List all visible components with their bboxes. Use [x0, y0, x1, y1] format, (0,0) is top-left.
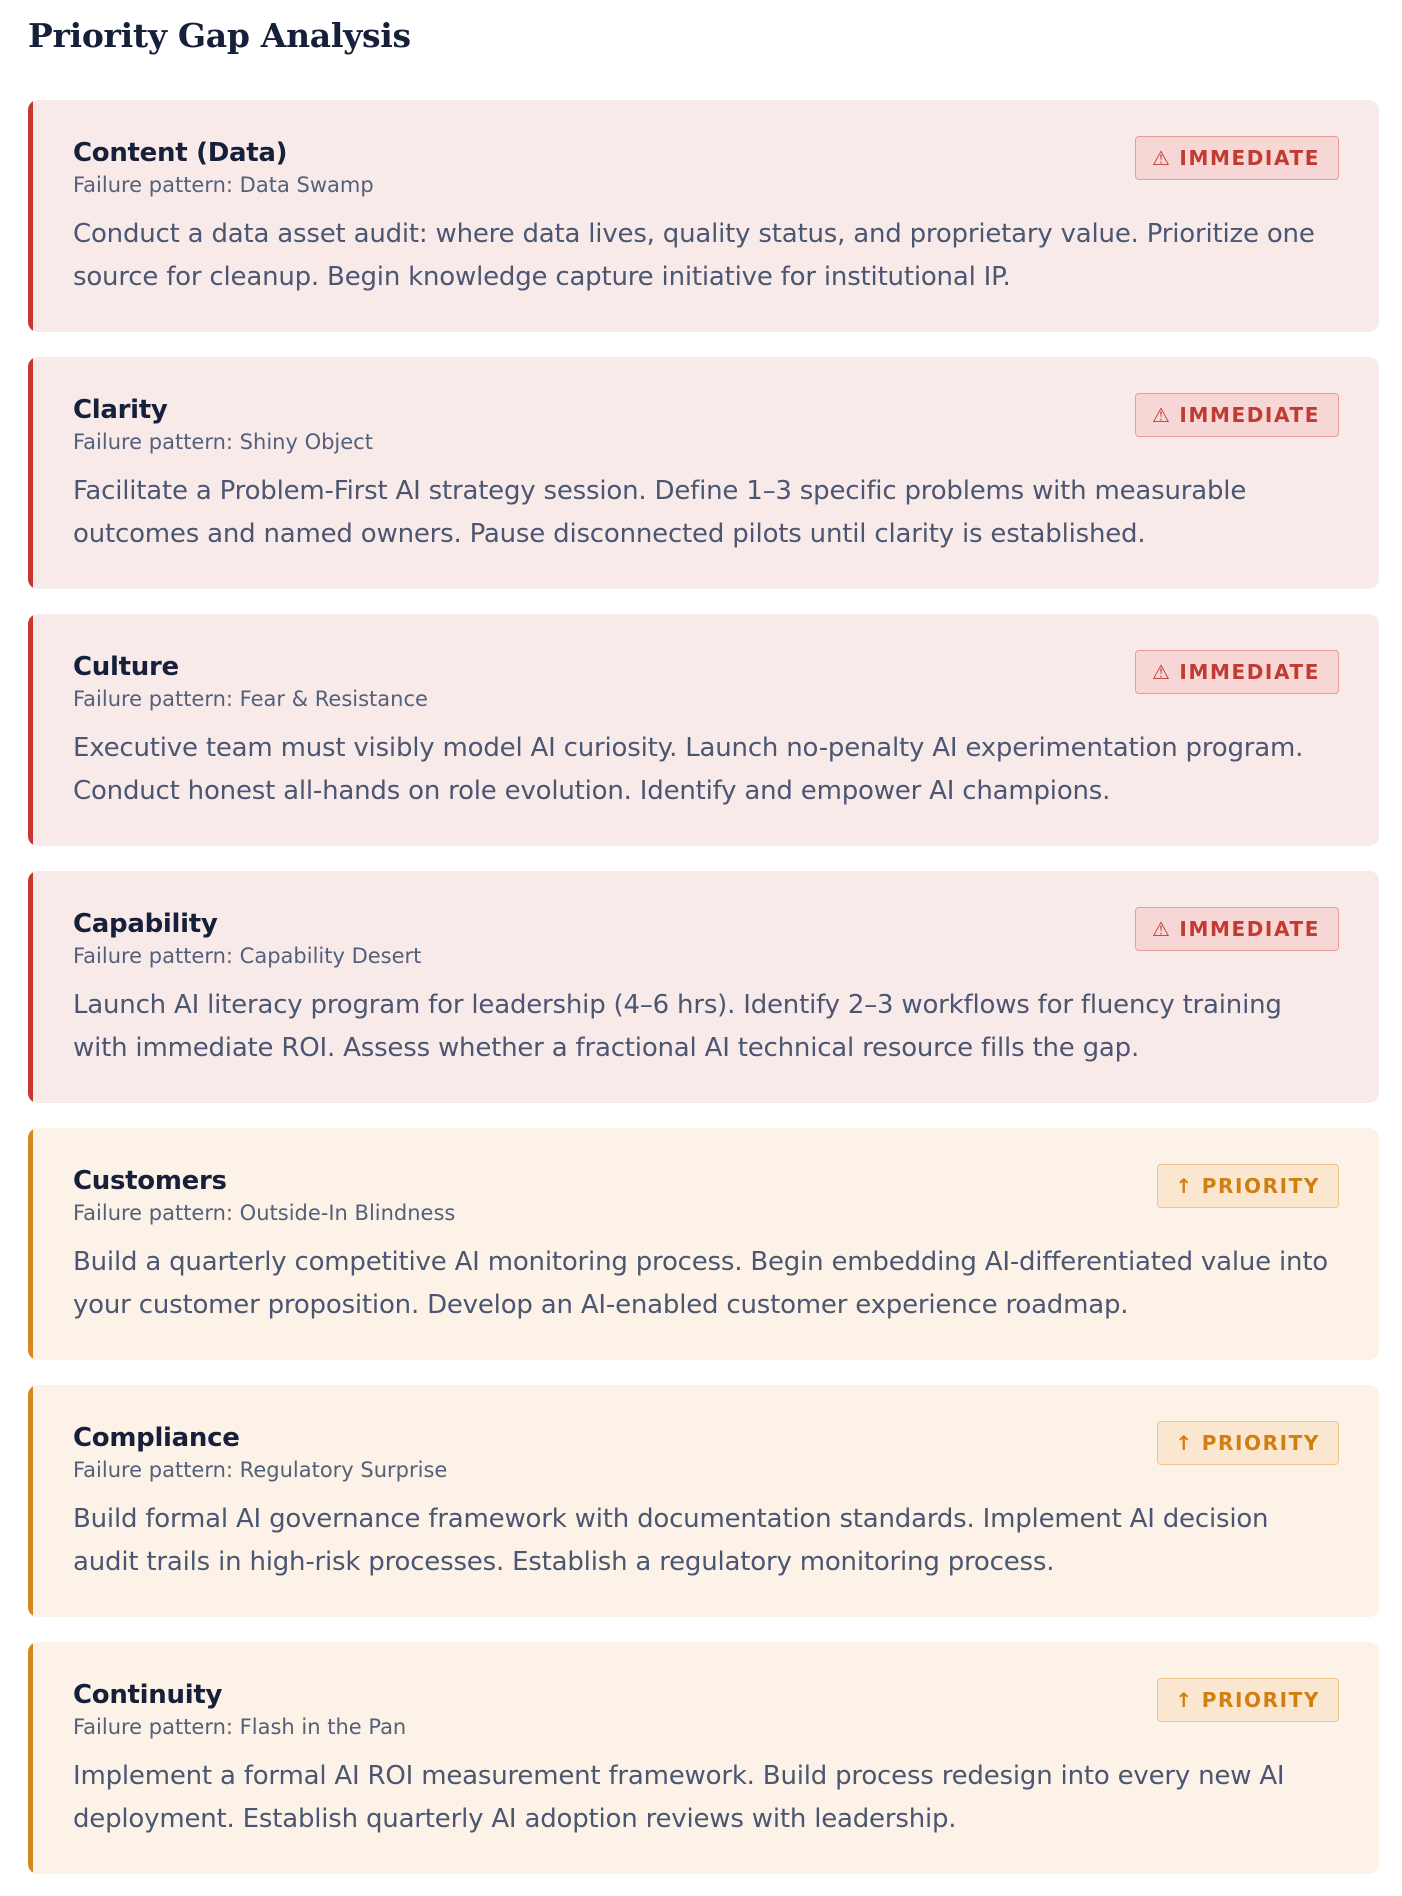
card-title: Continuity [73, 1680, 223, 1710]
gap-card-culture [28, 614, 1379, 846]
gap-card-content-data [28, 100, 1379, 332]
card-heading [73, 650, 428, 713]
card-header [73, 650, 1339, 713]
failure-pattern-label: Failure pattern: Flash in the Pan [73, 1715, 407, 1739]
gap-card-clarity [28, 357, 1379, 589]
card-title: Clarity [73, 395, 168, 425]
card-header [73, 1164, 1339, 1227]
badge-label: IMMEDIATE [1179, 660, 1320, 684]
recommendation-text: Build a quarterly competitive AI monitoring process. Begin embedding AI-differentiated value into your customer proposition. Develop an AI-enabled customer experience roadmap. [73, 1247, 1329, 1320]
failure-pattern-label: Failure pattern: Data Swamp [73, 173, 374, 197]
warning-triangle-icon: ⚠ [1151, 917, 1172, 941]
gap-card-capability [28, 871, 1379, 1103]
badge-label: PRIORITY [1201, 1174, 1320, 1198]
card-heading [73, 1164, 455, 1227]
recommendation-text: Executive team must visibly model AI curiosity. Launch no-penalty AI experimentation program. Conduct honest all-hands on role evolution. Identify and empower AI champions. [73, 733, 1304, 806]
priority-badge [1157, 1678, 1339, 1722]
gap-card-compliance [28, 1385, 1379, 1617]
immediate-badge [1135, 650, 1339, 694]
card-header [73, 136, 1339, 199]
failure-pattern-label: Failure pattern: Regulatory Surprise [73, 1458, 448, 1482]
recommendation-text: Build formal AI governance framework with documentation standards. Implement AI decision audit trails in high-risk processes. Establish a regulatory monitoring process. [73, 1504, 1269, 1577]
badge-label: IMMEDIATE [1179, 403, 1320, 427]
card-title: Culture [73, 652, 179, 682]
failure-pattern-label: Failure pattern: Capability Desert [73, 944, 422, 968]
page-title: Priority Gap Analysis [28, 16, 411, 55]
card-title: Capability [73, 909, 218, 939]
arrow-up-icon: ↑ [1175, 1431, 1194, 1455]
card-heading [73, 393, 373, 456]
recommendation-text: Implement a formal AI ROI measurement framework. Build process redesign into every new AI deployment. Establish quarterly AI adoption reviews with leadership. [73, 1761, 1285, 1834]
card-title: Customers [73, 1166, 227, 1196]
card-title: Compliance [73, 1423, 240, 1453]
failure-pattern-label: Failure pattern: Shiny Object [73, 430, 373, 454]
card-heading [73, 1678, 406, 1741]
priority-badge [1157, 1421, 1339, 1465]
card-heading [73, 1421, 447, 1484]
badge-label: IMMEDIATE [1179, 917, 1320, 941]
card-header [73, 907, 1339, 970]
immediate-badge [1135, 907, 1339, 951]
card-title: Content (Data) [73, 138, 288, 168]
warning-triangle-icon: ⚠ [1151, 660, 1172, 684]
recommendation-text: Launch AI literacy program for leadership (4–6 hrs). Identify 2–3 workflows for fluency training with immediate ROI. Assess whether a fractional AI technical resource fills the gap. [73, 990, 1282, 1063]
card-header [73, 1421, 1339, 1484]
arrow-up-icon: ↑ [1175, 1174, 1194, 1198]
gap-card-customers [28, 1128, 1379, 1360]
gap-card-continuity [28, 1642, 1379, 1874]
failure-pattern-label: Failure pattern: Outside-In Blindness [73, 1201, 456, 1225]
immediate-badge [1135, 393, 1339, 437]
card-header [73, 393, 1339, 456]
arrow-up-icon: ↑ [1175, 1688, 1194, 1712]
badge-label: PRIORITY [1201, 1688, 1320, 1712]
recommendation-text: Conduct a data asset audit: where data lives, quality status, and proprietary value. Prioritize one source for cleanup. Begin knowledge capture initiative for institutional IP. [73, 219, 1315, 292]
immediate-badge [1135, 136, 1339, 180]
priority-badge [1157, 1164, 1339, 1208]
badge-label: IMMEDIATE [1179, 146, 1320, 170]
card-heading [73, 136, 374, 199]
card-header [73, 1678, 1339, 1741]
recommendation-text: Facilitate a Problem-First AI strategy session. Define 1–3 specific problems with measurable outcomes and named owners. Pause disconnected pilots until clarity is established. [73, 476, 1247, 549]
badge-label: PRIORITY [1201, 1431, 1320, 1455]
warning-triangle-icon: ⚠ [1151, 403, 1172, 427]
warning-triangle-icon: ⚠ [1151, 146, 1172, 170]
card-heading [73, 907, 421, 970]
failure-pattern-label: Failure pattern: Fear & Resistance [73, 687, 428, 711]
gap-card-list [28, 100, 1379, 1874]
